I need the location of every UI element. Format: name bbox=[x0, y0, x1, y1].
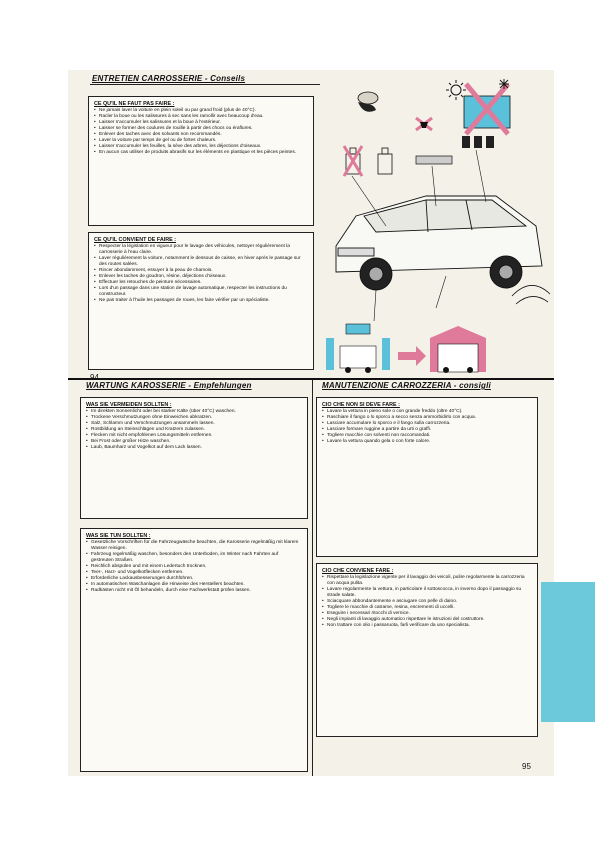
list-item: • Radkästen nicht mit Öl behandeln, durch eine Fachwerkstatt prüfen lassen. bbox=[91, 588, 302, 594]
list-item: • Negli impianti di lavaggio automatico rispettare le istruzioni del costruttore. bbox=[327, 617, 532, 623]
arrow-icon bbox=[398, 346, 426, 366]
list-item: • Laver la voiture par temps de gel ou de fortes chaleurs. bbox=[99, 138, 308, 144]
list-item: • Lors d'un passage dans une station de lavage automatique, respecter les instructions du constructeur. bbox=[99, 286, 308, 298]
left-do-heading: WAS SIE TUN SOLLTEN : bbox=[86, 533, 151, 539]
list-item: • Flecken mit nicht empfohlenen Lösungsmitteln entfernen. bbox=[91, 433, 302, 439]
list-item: • Lasciare accumulare lo sporco e il fango sulla carrozzeria. bbox=[327, 421, 532, 427]
sun-icon bbox=[446, 80, 466, 100]
top-dont-list bbox=[94, 108, 308, 156]
list-item: • Eseguire i necessari ritocchi di vernice. bbox=[327, 611, 532, 617]
right-do-panel bbox=[316, 563, 538, 737]
list-item: • Raschiare il fango o lo sporco a secco senza ammorbidirlo con acqua. bbox=[327, 415, 532, 421]
list-item: • Rostbildung an Steinschlägen und Kratzern zulassen. bbox=[91, 427, 302, 433]
right-page-title: MANUTENZIONE CARROZZERIA - consigli bbox=[322, 381, 491, 390]
list-item: • Togliere le macchie di catrame, resina, escrementi di uccelli. bbox=[327, 605, 532, 611]
top-dont-heading: CE QU'IL NE FAUT PAS FAIRE : bbox=[94, 101, 175, 107]
list-item: • Ne pas traiter à l'huile les passages de roues, les faire vérifier par un spécialiste. bbox=[99, 298, 308, 304]
right-do-list bbox=[322, 575, 532, 629]
right-dont-list bbox=[322, 409, 532, 445]
snowflake-icon bbox=[499, 79, 509, 89]
list-item: • Togliere macchie con solventi non raccomandati. bbox=[327, 433, 532, 439]
garage-icon bbox=[430, 326, 486, 373]
page-divider bbox=[68, 378, 554, 380]
list-item: • Effectuer les retouches de peinture nécessaires. bbox=[99, 280, 308, 286]
solvent-bottle-icon bbox=[344, 146, 362, 176]
list-item: • Respecter la législation en vigueur pour le lavage des véhicules, nettoyer régulièrement la carrosserie à l'eau claire. bbox=[99, 244, 308, 256]
list-item: • Racler la boue ou les salissures à sec sans les ramollir avec beaucoup d'eau. bbox=[99, 114, 308, 120]
list-item: • Non trattare con olio i passaruota, farli verificare da uno specialista. bbox=[327, 623, 532, 629]
list-item: • Trockene Verschmutzungen ohne Einweichen abkratzen. bbox=[91, 415, 302, 421]
list-item: • Enlever les taches de goudron, résine, déjections d'oiseaux. bbox=[99, 274, 308, 280]
car-washing-illustration bbox=[316, 76, 554, 376]
left-dont-panel bbox=[80, 397, 308, 519]
no-wash-in-sun-icon bbox=[464, 84, 510, 134]
wheel-arch-detail bbox=[512, 285, 550, 304]
list-item: • Laisser s'accumuler les feuilles, la sève des arbres, les déjections d'oiseaux. bbox=[99, 144, 308, 150]
top-page-number: 94 bbox=[90, 373, 99, 382]
right-dont-heading: CIÒ CHE NON SI DEVE FARE : bbox=[322, 402, 400, 408]
top-title-rule bbox=[90, 84, 320, 85]
list-item: • Lavare la vettura in pieno sole o con grande freddo (oltre 40°C). bbox=[327, 409, 532, 415]
list-item: • Gesetzliche Vorschriften für die Fahrzeugwäsche beachten, die Karosserie regelmäßig mit klarem Wasser reinigen. bbox=[91, 540, 302, 552]
hand-brush-icon bbox=[358, 92, 378, 112]
gutter bbox=[312, 380, 313, 776]
top-dont-panel bbox=[88, 96, 314, 226]
list-item: • Fahrzeug regelmäßig waschen, besonders den Unterboden, im Winter nach Fahrten auf gestreuten Straßen. bbox=[91, 552, 302, 564]
left-do-list bbox=[86, 540, 302, 594]
section-tab bbox=[541, 582, 595, 722]
list-item: • Rispettare la legislazione vigente per il lavaggio dei veicoli, pulire regolarmente la carrozzeria con acqua pulita. bbox=[327, 575, 532, 587]
list-item: • Lasciare formare ruggine a partire da urti o graffi. bbox=[327, 427, 532, 433]
no-scraping-icon bbox=[416, 118, 432, 130]
right-dont-panel bbox=[316, 397, 538, 557]
left-page-title: WARTUNG KAROSSERIE - Empfehlungen bbox=[86, 381, 252, 390]
left-dont-heading: WAS SIE VERMEIDEN SOLLTEN : bbox=[86, 402, 172, 408]
list-item: • Bei Frost oder großer Hitze waschen. bbox=[91, 439, 302, 445]
left-do-panel bbox=[80, 528, 308, 772]
list-item: • Laver régulièrement la voiture, notamment le dessous de caisse, en hiver après le passage sur des routes salées. bbox=[99, 256, 308, 268]
list-item: • Erforderliche Lackausbesserungen durchführen. bbox=[91, 576, 302, 582]
list-item: • Rincer abondamment, essuyer à la peau de chamois. bbox=[99, 268, 308, 274]
list-item: • In automatischen Waschanlagen die Hinweise des Herstellers beachten. bbox=[91, 582, 302, 588]
right-do-heading: CIÒ CHE CONVIENE FARE : bbox=[322, 568, 394, 574]
tires-icon bbox=[462, 136, 494, 148]
list-item: • Lavare la vettura quando gela o con forte calore. bbox=[327, 439, 532, 445]
left-dont-list bbox=[86, 409, 302, 451]
car-wash-station-icon bbox=[326, 324, 390, 373]
list-item: • Laisser se former des coulures de rouille à partir des chocs ou éraflures. bbox=[99, 126, 308, 132]
top-do-panel bbox=[88, 232, 314, 370]
list-item: • En aucun cas utiliser de produits abrasifs sur les éléments en plastique et les pièces peintes. bbox=[99, 150, 308, 156]
list-item: • Reichlich abspülen und mit einem Ledertuch trocknen. bbox=[91, 564, 302, 570]
top-do-list bbox=[94, 244, 308, 304]
top-page-title: ENTRETIEN CARROSSERIE - Conseils bbox=[92, 74, 246, 83]
list-item: • Teer-, Harz- und Vogelkotflecken entfernen. bbox=[91, 570, 302, 576]
list-item: • Laisser s'accumuler les salissures et la boue à l'extérieur. bbox=[99, 120, 308, 126]
cleaner-bottle-icon bbox=[378, 148, 392, 174]
top-do-heading: CE QU'IL CONVIENT DE FAIRE : bbox=[94, 237, 177, 243]
car-drawing bbox=[336, 196, 542, 290]
list-item: • Sciacquare abbondantemente e asciugare con pelle di daino. bbox=[327, 599, 532, 605]
list-item: • Lavare regolarmente la vettura, in particolare il sottoscocca, in inverno dopo il passaggio su strade salate. bbox=[327, 587, 532, 599]
list-item: • Enlever des taches avec des solvants non recommandés. bbox=[99, 132, 308, 138]
list-item: • Laub, Baumharz und Vogelkot auf dem Lack lassen. bbox=[91, 445, 302, 451]
list-item: • Im direkten Sonnenlicht oder bei starker Kälte (über 40°C) waschen. bbox=[91, 409, 302, 415]
right-page-number: 95 bbox=[522, 762, 531, 771]
list-item: • Ne jamais laver la voiture en plein soleil ou par grand froid (plus de 40°C). bbox=[99, 108, 308, 114]
chamois-icon bbox=[416, 156, 452, 164]
list-item: • Salz, Schlamm und Verschmutzungen ansammeln lassen. bbox=[91, 421, 302, 427]
